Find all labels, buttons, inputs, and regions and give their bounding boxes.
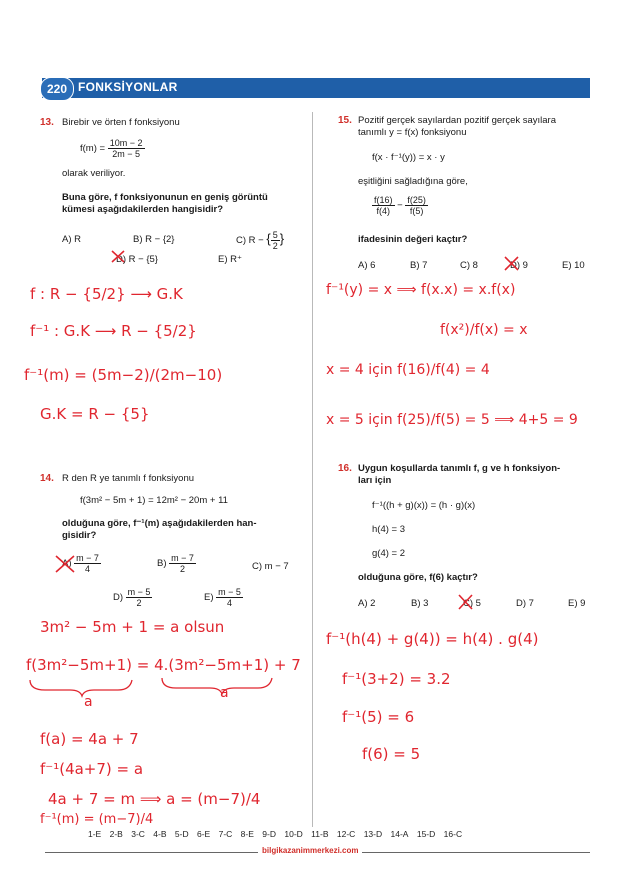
q14-option-b[interactable]: B) $\frac{m - 7}{2}$ <box>157 553 194 574</box>
hw-q15-line3: x = 4 için f(16)/f(4) = 4 <box>326 362 490 378</box>
q14-option-e[interactable]: E) $\frac{m - 5}{4}$ <box>204 587 241 608</box>
q15-option-e[interactable]: E) 10 <box>562 260 585 271</box>
q15-stem-line2: tanımlı y = f(x) fonksiyonu <box>358 127 467 138</box>
footer-website[interactable]: bilgikazanimmerkezi.com <box>258 846 362 855</box>
q16-stem-line1: Uygun koşullarda tanımlı f, g ve h fonksiyon- <box>358 463 561 474</box>
q14-underbrace-2 <box>162 678 272 694</box>
q15-number: 15. <box>338 115 352 126</box>
q14-option-a[interactable]: A) $\frac{m - 7}{4}$ <box>62 553 99 574</box>
answer-key-item: 7-C <box>218 829 233 839</box>
q14-stem: R den R ye tanımlı f fonksiyonu <box>62 473 195 484</box>
hw-q16-line3: f⁻¹(5) = 6 <box>342 708 415 726</box>
q13-option-e[interactable]: E) R⁺ <box>218 254 243 265</box>
hw-q14-line5: f⁻¹(4a+7) = a <box>40 760 144 778</box>
hw-q13-line1: f : R − {5/2} ⟶ G.K <box>30 285 183 303</box>
q16-option-d[interactable]: D) 7 <box>516 598 534 609</box>
q15-answer-cross <box>505 257 518 270</box>
q15-stem3: eşitliğini sağladığına göre, <box>358 176 468 187</box>
q16-option-e[interactable]: E) 9 <box>568 598 586 609</box>
hw-q14-line2: f(3m²−5m+1) = 4.(3m²−5m+1) + 7 <box>26 656 301 674</box>
q14-answer-cross <box>56 556 74 572</box>
hw-q14-line4: f(a) = 4a + 7 <box>40 730 139 748</box>
answer-key-item: 9-D <box>262 829 276 839</box>
hw-q15-line4: x = 5 için f(25)/f(5) = 5 ⟹ 4+5 = 9 <box>326 412 578 428</box>
q13-option-a[interactable]: A) R <box>62 234 81 245</box>
q14-option-d[interactable]: D) $\frac{m - 5}{2}$ <box>113 587 151 608</box>
answer-key-item: 16-C <box>443 829 463 839</box>
q15-option-b[interactable]: B) 7 <box>410 260 428 271</box>
hw-q13-line3: f⁻¹(m) = (5m−2)/(2m−10) <box>24 366 223 384</box>
q15-option-d[interactable]: D) 9 <box>510 260 528 271</box>
answer-key-item: 10-D <box>284 829 303 839</box>
q15-expression: $\frac{f(16)}{f(4)}$ − $\frac{f(25)}{f(5)}$ <box>374 195 426 216</box>
q16-option-b[interactable]: B) 3 <box>411 598 429 609</box>
q16-number: 16. <box>338 463 352 474</box>
answer-key-item: 2-B <box>109 829 123 839</box>
q16-option-a[interactable]: A) 2 <box>358 598 376 609</box>
answer-key-item: 15-D <box>416 829 436 839</box>
q16-formula-1: f⁻¹((h + g)(x)) = (h · g)(x) <box>372 500 476 511</box>
q16-answer-cross <box>459 595 472 609</box>
q15-formula: f(x · f⁻¹(y)) = x · y <box>372 152 445 163</box>
hw-q16-line4: f(6) = 5 <box>362 745 421 763</box>
q13-question-line1: Buna göre, f fonksiyonunun en geniş görüntü <box>62 192 268 203</box>
answer-key-item: 6-E <box>196 829 211 839</box>
q13-option-d[interactable]: D) R − {5} <box>116 254 158 265</box>
hw-q13-line4: G.K = R − {5} <box>40 405 150 423</box>
hw-q14-brace-label-2: a <box>220 685 229 701</box>
q14-option-c[interactable]: C) m − 7 <box>252 561 289 572</box>
q15-question: ifadesinin değeri kaçtır? <box>358 234 468 245</box>
q15-option-c[interactable]: C) 8 <box>460 260 478 271</box>
q13-option-c[interactable]: C) R − { $\frac{5}{2}$ } <box>236 230 285 251</box>
answer-key-item: 11-B <box>311 829 329 839</box>
q15-stem-line1: Pozitif gerçek sayılardan pozitif gerçek sayılara <box>358 115 557 126</box>
hw-q14-brace-label-1: a <box>84 694 93 710</box>
q16-question: olduğuna göre, f(6) kaçtır? <box>358 572 478 583</box>
q13-formula: f(m) = $\frac{10m - 2}{2m - 5}$ <box>80 138 143 159</box>
q16-option-c[interactable]: C) 5 <box>463 598 481 609</box>
q16-formula-2: h(4) = 3 <box>372 524 406 535</box>
q14-question-line2: gisidir? <box>62 530 97 541</box>
hw-q14-line7: f⁻¹(m) = (m−7)/4 <box>40 812 154 827</box>
answer-key-item: 5-D <box>174 829 189 839</box>
answer-key-item: 13-D <box>363 829 383 839</box>
answer-key <box>88 829 468 839</box>
q14-number: 14. <box>40 473 54 484</box>
hw-q13-line2: f⁻¹ : G.K ⟶ R − {5/2} <box>30 322 197 340</box>
q13-answer-cross <box>112 251 124 262</box>
hw-q16-line1: f⁻¹(h(4) + g(4)) = h(4) . g(4) <box>326 630 539 648</box>
hw-q15-line2: f(x²)/f(x) = x <box>440 322 528 338</box>
answer-key-item: 3-C <box>131 829 145 839</box>
q15-option-a[interactable]: A) 6 <box>358 260 376 271</box>
hw-q14-line1: 3m² − 5m + 1 = a olsun <box>40 618 225 636</box>
q16-stem-line2: ları için <box>358 475 392 486</box>
q13-question-line2: kümesi aşağıdakilerden hangisidir? <box>62 204 224 215</box>
answer-key-item: 14-A <box>390 829 409 839</box>
page-number: 220 <box>40 77 74 101</box>
q14-formula: f(3m² − 5m + 1) = 12m² − 20m + 11 <box>80 495 228 506</box>
section-title: FONKSİYONLAR <box>78 80 178 94</box>
q13-stem: Birebir ve örten f fonksiyonu <box>62 117 180 128</box>
hw-q14-line6: 4a + 7 = m ⟹ a = (m−7)/4 <box>48 790 261 808</box>
hw-q15-line1: f⁻¹(y) = x ⟹ f(x.x) = x.f(x) <box>326 282 516 298</box>
q13-option-b[interactable]: B) R − {2} <box>133 234 175 245</box>
answer-key-item: 1-E <box>88 829 102 839</box>
answer-key-item: 4-B <box>153 829 167 839</box>
q13-stem2: olarak veriliyor. <box>62 168 126 179</box>
hw-q16-line2: f⁻¹(3+2) = 3.2 <box>342 670 451 688</box>
q16-formula-3: g(4) = 2 <box>372 548 406 559</box>
q14-question-line1: olduğuna göre, f⁻¹(m) aşağıdakilerden han- <box>62 518 257 529</box>
answer-key-item: 8-E <box>240 829 254 839</box>
answer-key-item: 12-C <box>336 829 356 839</box>
q14-underbrace-1 <box>30 680 132 696</box>
q13-number: 13. <box>40 117 54 128</box>
